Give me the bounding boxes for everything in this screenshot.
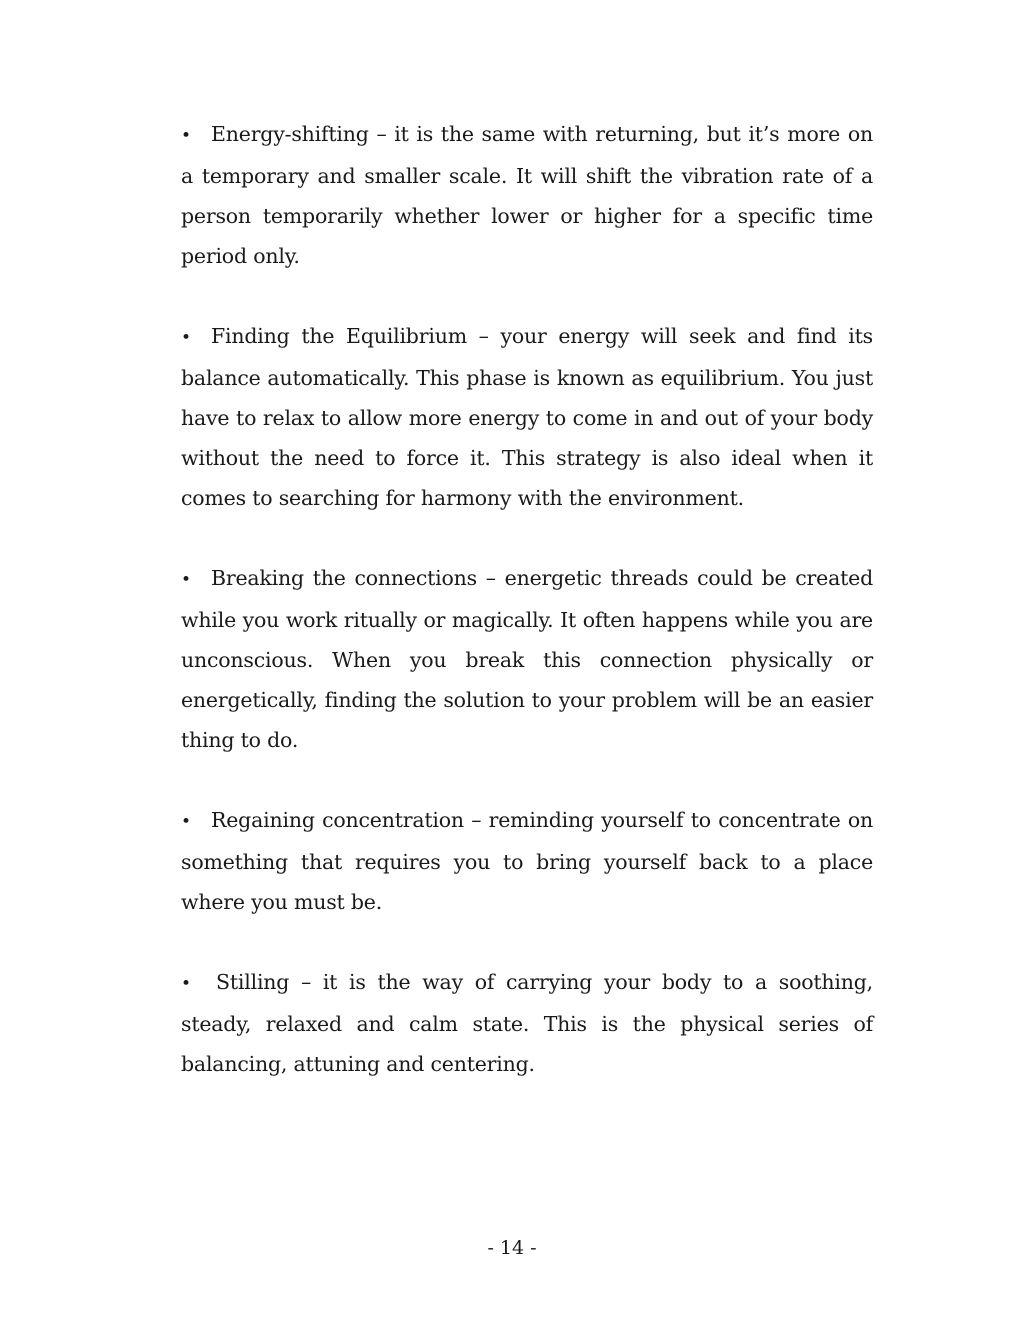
list-item-regaining-concentration: [181, 800, 873, 922]
page-number: - 14 -: [487, 1237, 537, 1259]
bullet-list: [181, 114, 873, 1124]
bullet-icon: •: [181, 812, 191, 832]
list-item-text: Breaking the connections – energetic threads could be created while you work ritually or magically. It often happens while you are unconscious. When you break this connection physically or energetically, finding the solution to your problem will be an easier thing to do.: [181, 566, 873, 752]
list-item-breaking-connections: [181, 558, 873, 760]
list-item-text: Stilling – it is the way of carrying your body to a soothing, steady, relaxed and calm state. This is the physical series of balancing, attuning and centering.: [181, 970, 873, 1076]
bullet-icon: •: [181, 570, 191, 590]
list-item-finding-equilibrium: [181, 316, 873, 518]
bullet-icon: •: [181, 126, 191, 146]
list-item-text: Regaining concentration – reminding yourself to concentrate on something that requires you to bring yourself back to a place where you must be.: [181, 808, 873, 914]
list-item-text: Finding the Equilibrium – your energy will seek and find its balance automatically. This phase is known as equilibrium. You just have to relax to allow more energy to come in and out of your body without the need to force it. This strategy is also ideal when it comes to searching for harmony with the environment.: [181, 324, 873, 510]
bullet-icon: •: [181, 974, 191, 994]
list-item-stilling: [181, 962, 873, 1084]
list-item-energy-shifting: [181, 114, 873, 276]
list-item-text: Energy-shifting – it is the same with returning, but it’s more on a temporary and smaller scale. It will shift the vibration rate of a person temporarily whether lower or higher for a specific time period only.: [181, 122, 873, 268]
bullet-icon: •: [181, 328, 191, 348]
